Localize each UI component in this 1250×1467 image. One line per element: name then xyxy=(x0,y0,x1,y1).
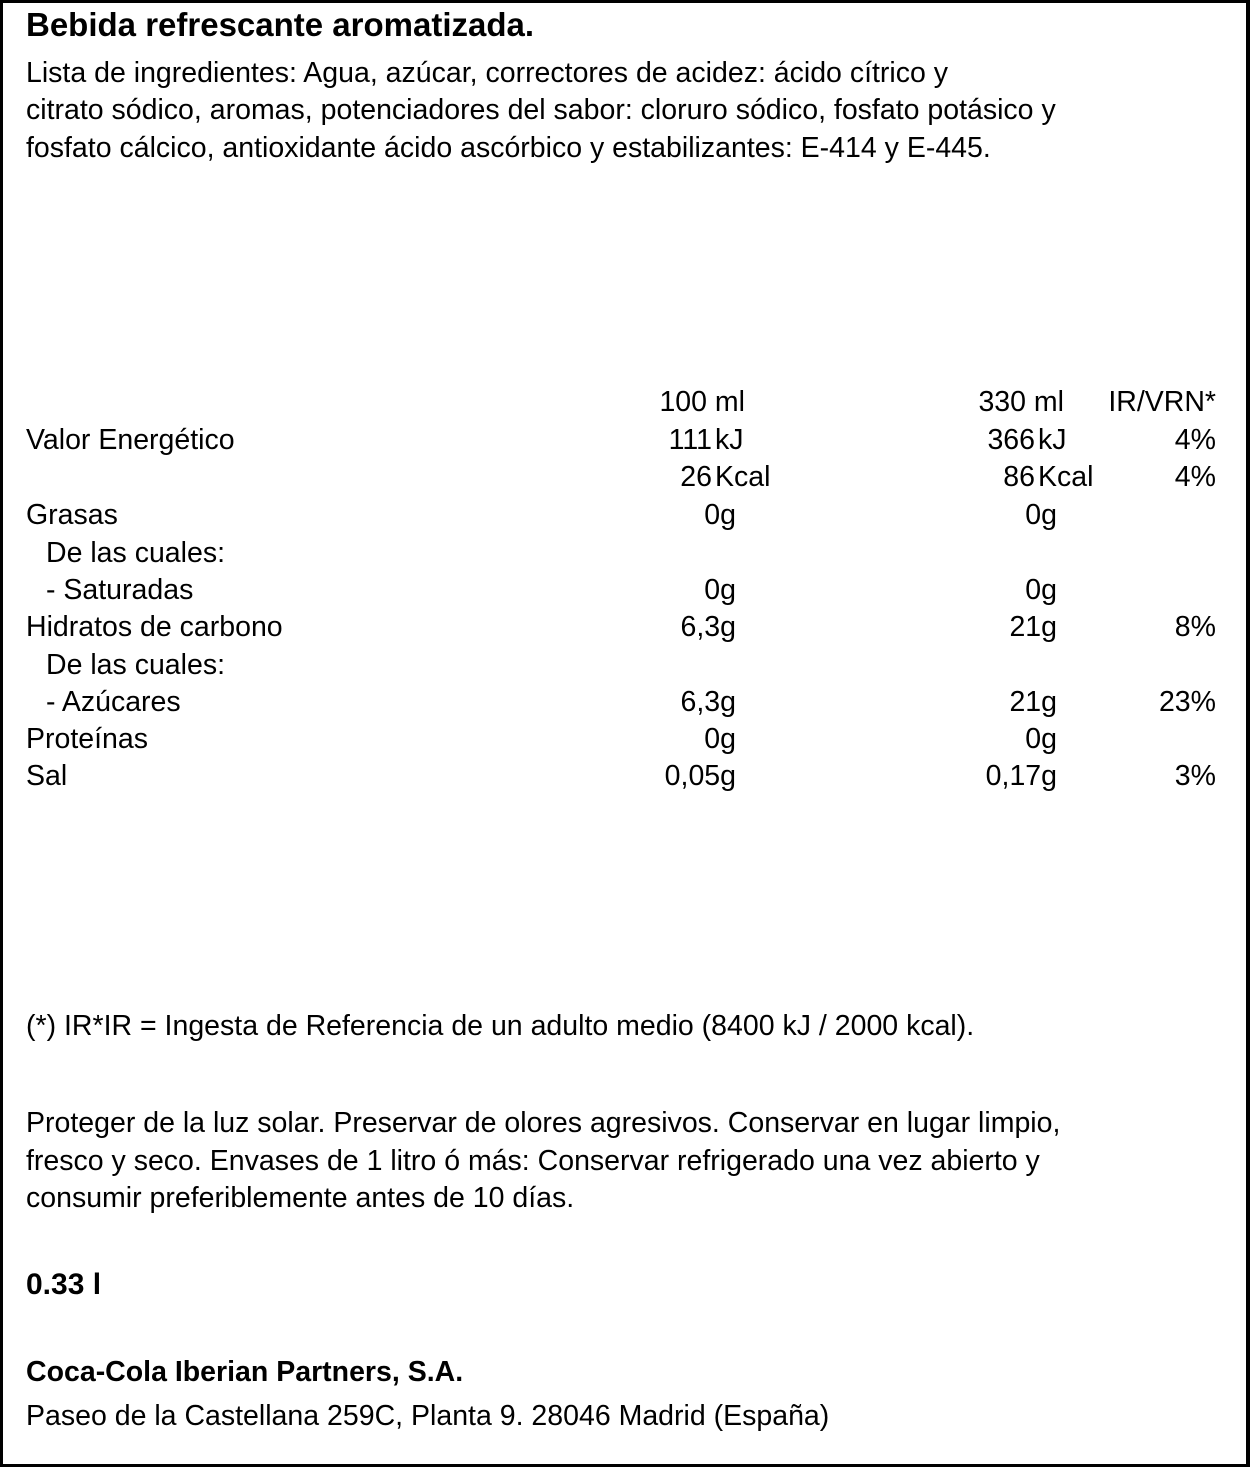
nutrient-sublabel: De las cuales: xyxy=(46,537,226,569)
value-100ml: 6,3g xyxy=(680,686,736,718)
ingredients-line-1: Lista de ingredientes: Agua, azúcar, correctores de acidez: ácido cítrico y xyxy=(26,57,949,89)
nutrition-row xyxy=(0,613,1250,643)
value-100ml: 0g xyxy=(704,574,736,606)
ingredients-line-2: citrato sódico, aromas, potenciadores del sabor: cloruro sódico, fosfato potásico y xyxy=(26,94,1056,126)
nutrient-sublabel: De las cuales: xyxy=(46,649,226,681)
nutrient-label: - Saturadas xyxy=(46,574,194,606)
unit-330ml: Kcal xyxy=(1038,461,1094,493)
ir-percent: 3% xyxy=(1174,760,1216,792)
value-330ml: 0g xyxy=(1025,499,1057,531)
ir-percent: 4% xyxy=(1174,461,1216,493)
nutrition-row xyxy=(0,539,1250,569)
header-per-330ml: 330 ml xyxy=(978,386,1064,418)
nutrient-label: Hidratos de carbono xyxy=(26,611,283,643)
header-per-100ml: 100 ml xyxy=(659,386,745,418)
unit-100ml: kJ xyxy=(715,424,744,456)
nutrition-row xyxy=(0,463,1250,493)
value-330ml: 0g xyxy=(1025,574,1057,606)
storage-line-3: consumir preferiblemente antes de 10 días. xyxy=(26,1182,575,1214)
storage-line-2: fresco y seco. Envases de 1 litro ó más: Conservar refrigerado una vez abierto y xyxy=(26,1145,1040,1177)
nutrition-row xyxy=(0,688,1250,718)
value-100ml: 0g xyxy=(704,499,736,531)
company-address: Paseo de la Castellana 259C, Planta 9. 28046 Madrid (España) xyxy=(26,1400,830,1432)
net-volume: 0.33 l xyxy=(26,1268,102,1301)
nutrient-label: Sal xyxy=(26,760,68,792)
ir-percent: 4% xyxy=(1174,424,1216,456)
nutrition-row xyxy=(0,426,1250,456)
nutrition-header-row xyxy=(0,388,1250,418)
ir-percent: 23% xyxy=(1158,686,1216,718)
nutrition-row xyxy=(0,762,1250,792)
value-330ml: 21g xyxy=(1009,611,1057,643)
value-330ml: 21g xyxy=(1009,686,1057,718)
value-330ml: 0,17g xyxy=(985,760,1057,792)
value-100ml: 0g xyxy=(704,723,736,755)
nutrient-label: - Azúcares xyxy=(46,686,181,718)
company-name: Coca-Cola Iberian Partners, S.A. xyxy=(26,1356,464,1388)
reference-intake-footnote: (*) IR*IR = Ingesta de Referencia de un adulto medio (8400 kJ / 2000 kcal). xyxy=(26,1010,975,1042)
unit-100ml: Kcal xyxy=(715,461,771,493)
unit-330ml: kJ xyxy=(1038,424,1067,456)
value-100ml: 26 xyxy=(680,461,712,493)
ingredients-line-3: fosfato cálcico, antioxidante ácido ascórbico y estabilizantes: E-414 y E-445. xyxy=(26,132,991,164)
nutrient-label: Grasas xyxy=(26,499,118,531)
value-330ml: 0g xyxy=(1025,723,1057,755)
nutrition-row xyxy=(0,501,1250,531)
nutrient-label: Valor Energético xyxy=(26,424,235,456)
nutrient-label: Proteínas xyxy=(26,723,148,755)
product-title: Bebida refrescante aromatizada. xyxy=(26,6,535,43)
ir-percent: 8% xyxy=(1174,611,1216,643)
value-330ml: 86 xyxy=(1003,461,1035,493)
value-100ml: 0,05g xyxy=(664,760,736,792)
value-330ml: 366 xyxy=(987,424,1035,456)
nutrition-row xyxy=(0,576,1250,606)
nutrition-row xyxy=(0,725,1250,755)
value-100ml: 111 xyxy=(668,424,712,456)
storage-line-1: Proteger de la luz solar. Preservar de olores agresivos. Conservar en lugar limpio, xyxy=(26,1107,1061,1139)
nutrition-row xyxy=(0,651,1250,681)
value-100ml: 6,3g xyxy=(680,611,736,643)
header-ir-vrn: IR/VRN* xyxy=(1108,386,1216,418)
